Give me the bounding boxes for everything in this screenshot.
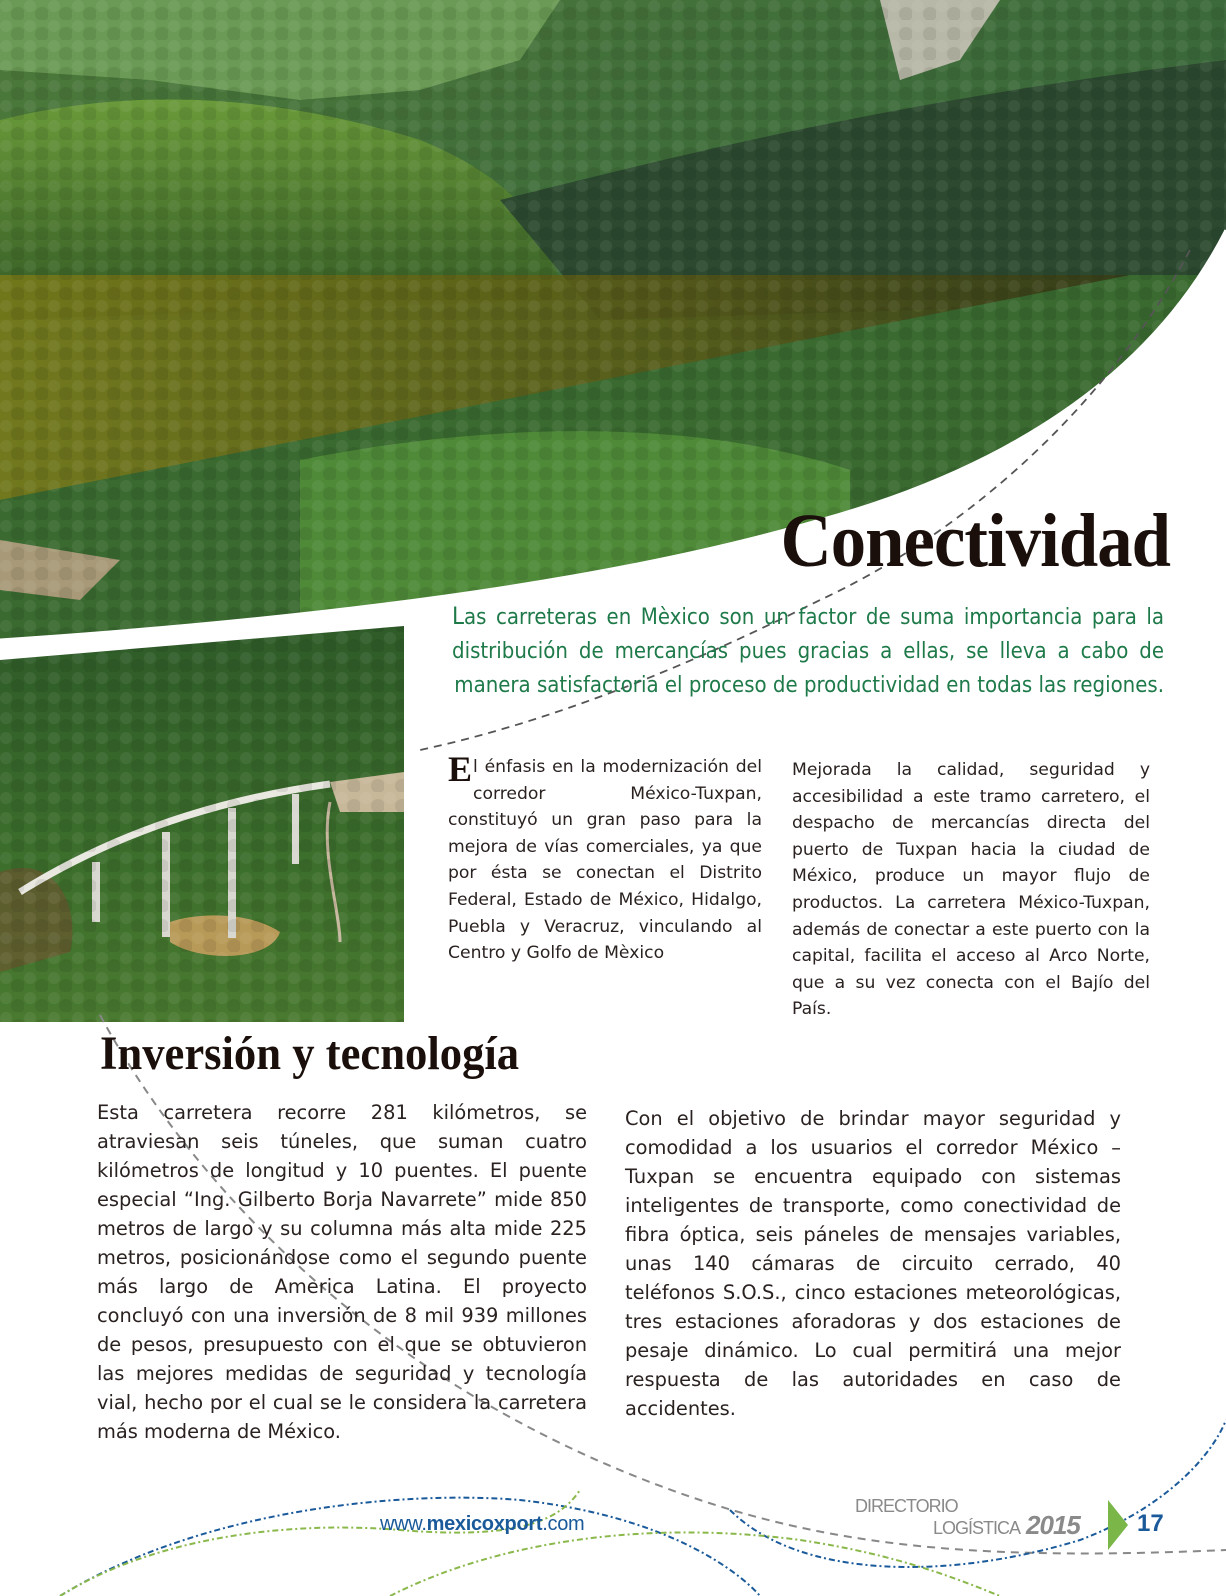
- logo-year: 2015: [1026, 1510, 1080, 1540]
- logo-line-2-wrap: [933, 1510, 1080, 1541]
- url-brand: mexicoxport: [426, 1513, 543, 1535]
- url-suffix: .com: [542, 1513, 585, 1535]
- logo-line-1: DIRECTORIO: [855, 1496, 958, 1516]
- conectividad-column-1: [448, 749, 762, 967]
- directorio-logistica-logo: [855, 1496, 1080, 1540]
- conectividad-column-1-text: l énfasis en la modernización del corredor México-Tuxpan, constituyó un gran paso para la mejora de vías comerciales, ya que por ésta se conectan el Distrito Federal, Estado de México, Hidalgo, Puebla y Veracruz, vinculando al Centro y Golfo de Mèxico: [448, 757, 762, 964]
- inversion-column-1: Esta carretera recorre 281 kilómetros, se atraviesan seis túneles, que suman cuatro kilómetros de longitud y 10 puentes. El puente especial “Ing. Gilberto Borja Navarrete” mide 850 metros de largo y su columna más alta mide 225 metros, posicionándose como el segundo puente más largo de America Latina. El proyecto concluyó con una inversión de 8 mil 939 millones de pesos, presupuesto con el que se obtuvieron las mejores medidas de seguridad y tecnología vial, hecho por el cual se le considera la carretera más moderna de México.: [97, 1101, 587, 1443]
- page-number: 17: [1137, 1510, 1164, 1537]
- bridge-photo: [0, 612, 404, 1022]
- lead-first-letter: L: [452, 602, 465, 630]
- footer-website-link[interactable]: [380, 1513, 584, 1536]
- logo-line-2: LOGÍSTICA: [933, 1518, 1021, 1538]
- conectividad-column-2: Mejorada la calidad, seguridad y accesibilidad a este tramo carretero, el despacho de mercancías directa del puerto de Tuxpan hacia la ciudad de México, produce un mayor flujo de productos. La carretera México-Tuxpan, además de conectar a este puerto con la capital, facilita el acceso al Arco Norte, que a su vez conecta con el Bajío del País.: [792, 760, 1150, 1020]
- section-title-conectividad: Conectividad: [780, 499, 1170, 583]
- page-arrow-icon: [1108, 1500, 1128, 1550]
- drop-cap: E: [448, 749, 473, 789]
- inversion-column-2: Con el objetivo de brindar mayor seguridad y comodidad a los usuarios el corredor México – Tuxpan se encuentra equipado con sistemas inteligentes de transporte, como conectividad de fibra óptica, seis páneles de mensajes variables, unas 140 cámaras de circuito cerrado, 40 teléfonos S.O.S., cinco estaciones meteorológicas, tres estaciones aforadoras y dos estaciones de pesaje dinámico. Lo cual permitirá una mejor respuesta de las autoridades en caso de accidentes.: [625, 1107, 1121, 1420]
- lead-text: as carreteras en Mèxico son un factor de suma importancia para la distribución de mercancías pues gracias a ellas, se lleva a cabo de manera satisfactoria el proceso de productividad en todas las regiones.: [452, 605, 1164, 698]
- section-title-inversion: Inversión y tecnología: [100, 1027, 520, 1080]
- url-prefix: www.: [380, 1513, 427, 1535]
- lead-paragraph: [452, 599, 1164, 703]
